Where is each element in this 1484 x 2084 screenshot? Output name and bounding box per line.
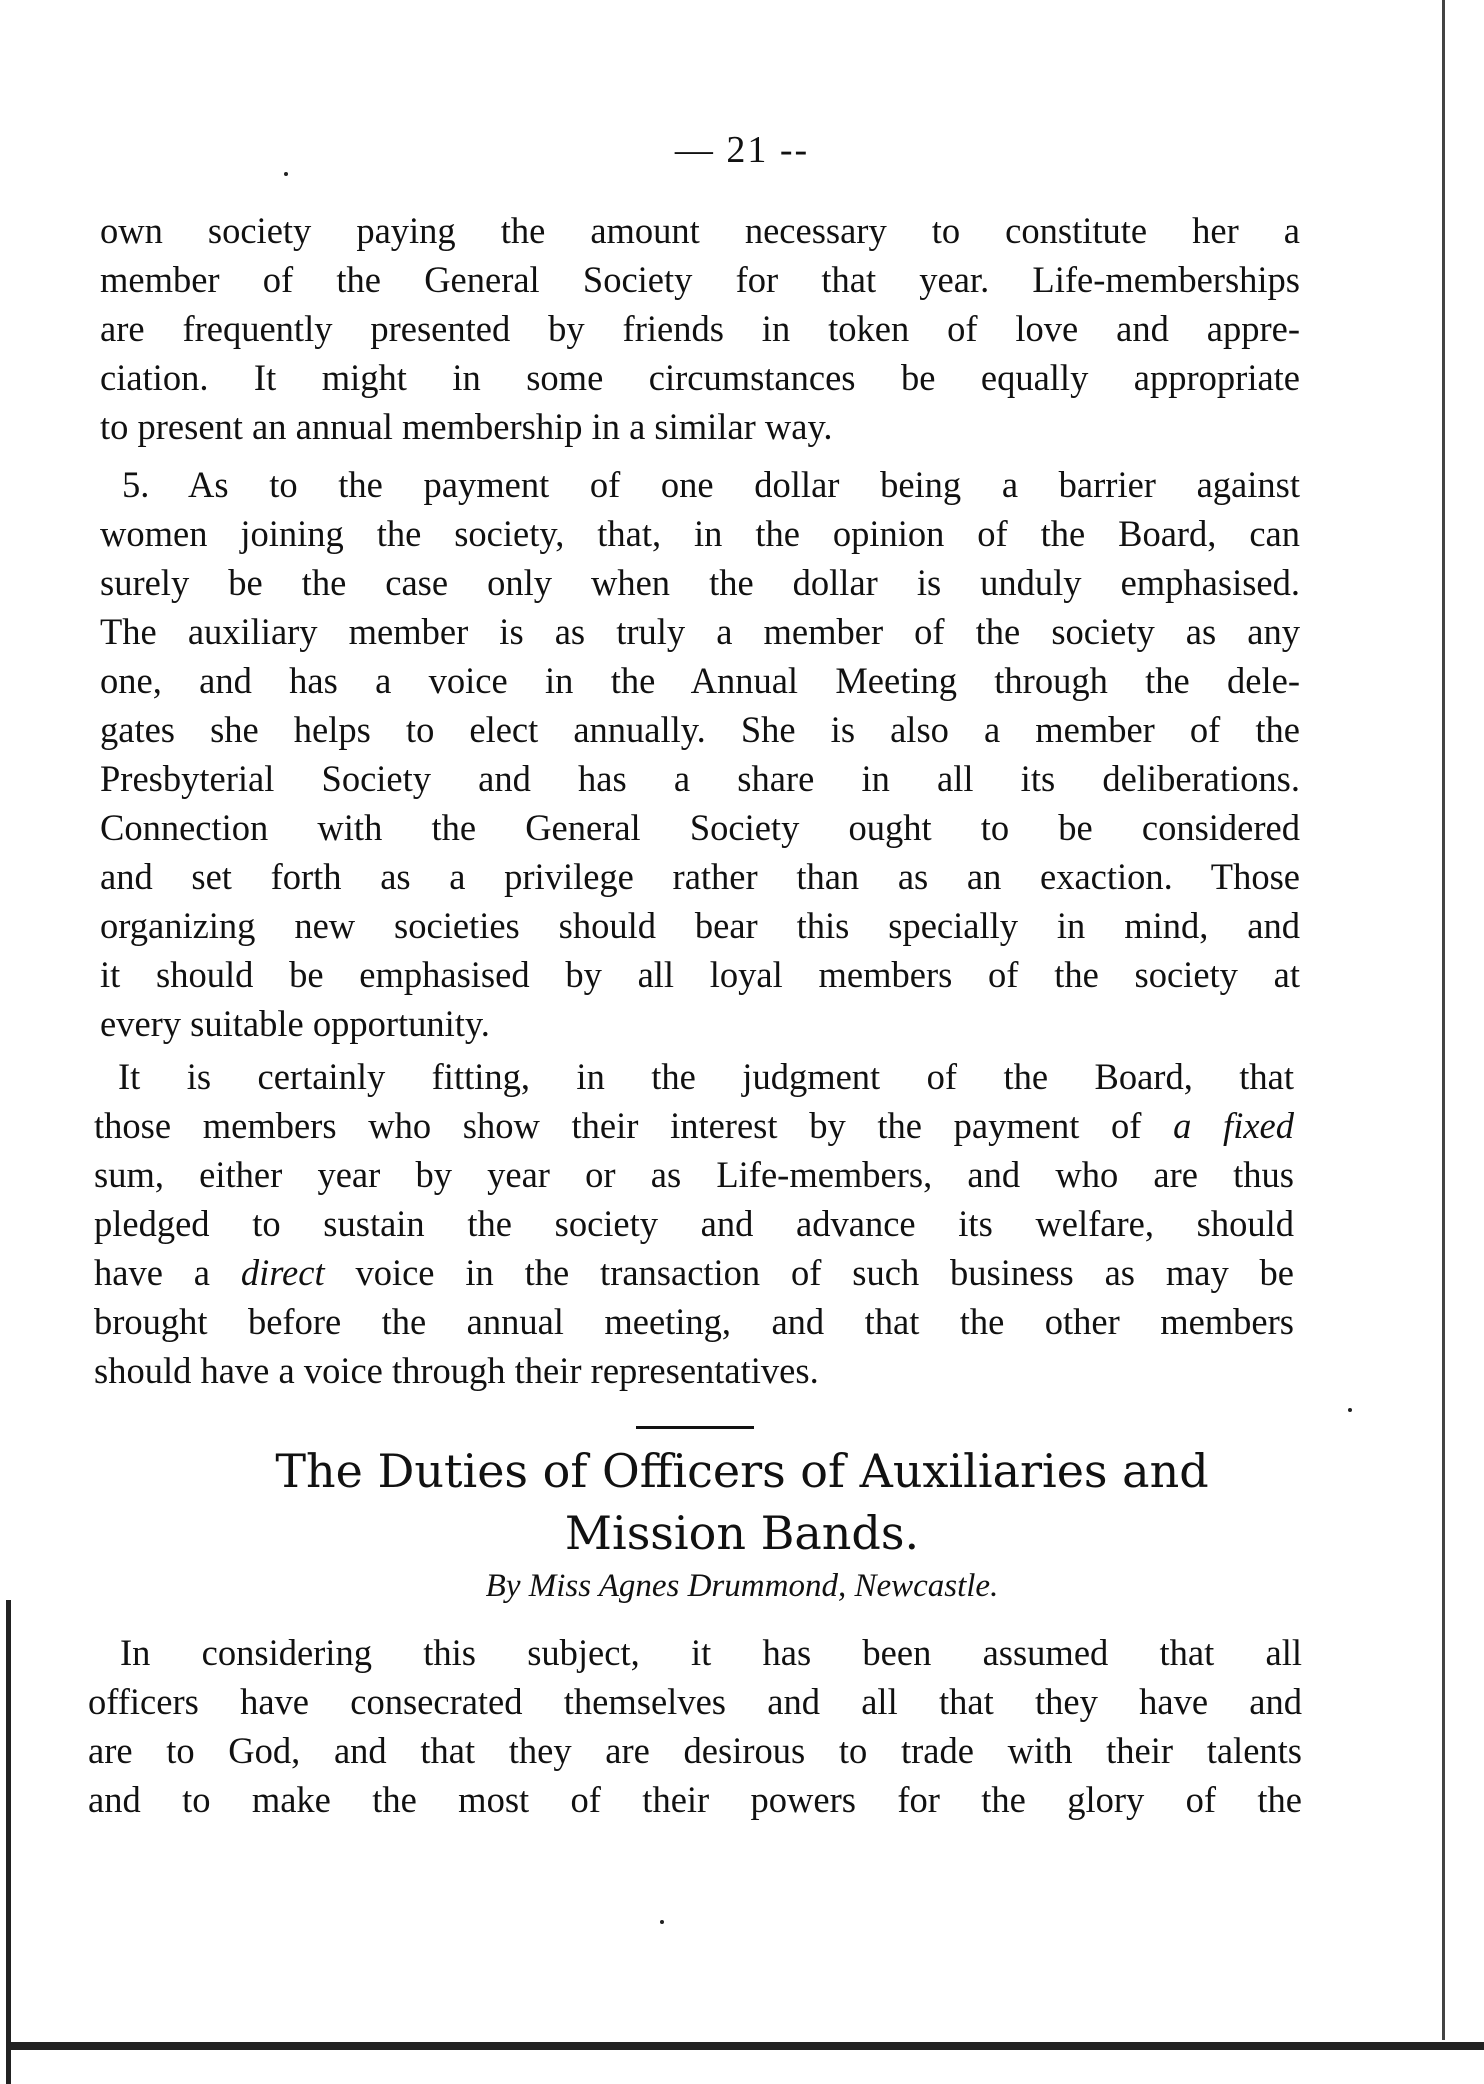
- scan-edge-right: [1442, 0, 1445, 2040]
- text-line: are frequently presented by friends in token of love and appre-: [100, 308, 1300, 349]
- text-line: to present an annual membership in a similar way.: [100, 406, 833, 447]
- section-divider: [636, 1426, 754, 1429]
- text-line: [94, 1248, 1294, 1297]
- text-line: surely be the case only when the dollar is unduly emphasised.: [100, 562, 1300, 603]
- text-line: every suitable opportunity.: [100, 1003, 490, 1044]
- scan-edge-left: [6, 1600, 11, 2084]
- section-title-line: The Duties of Officers of Auxiliaries and: [275, 1444, 1209, 1498]
- text-line: one, and has a voice in the Annual Meeting through the dele-: [100, 660, 1300, 701]
- text-line: 5. As to the payment of one dollar being a barrier against: [122, 464, 1300, 505]
- text-line: it should be emphasised by all loyal members of the society at: [100, 954, 1300, 995]
- text-line: are to God, and that they are desirous to trade with their talents: [88, 1730, 1302, 1771]
- text-line: and set forth as a privilege rather than as an exaction. Those: [100, 856, 1300, 897]
- page-number: — 21 --: [674, 129, 810, 171]
- text-line: own society paying the amount necessary to constitute her a: [100, 210, 1300, 251]
- text-line: officers have consecrated themselves and all that they have and: [88, 1681, 1302, 1722]
- text-line: organizing new societies should bear this specially in mind, and: [100, 905, 1300, 946]
- scan-speck: [660, 1920, 664, 1924]
- section-title: [0, 1440, 1484, 1564]
- paragraph-life-memberships: [100, 206, 1300, 451]
- text-segment: voice in the transaction of such business as may be: [355, 1252, 1295, 1293]
- paragraph-dollar-barrier: [100, 460, 1300, 1048]
- text-line: It is certainly fitting, in the judgment of the Board, that: [118, 1056, 1294, 1097]
- text-line: brought before the annual meeting, and that the other members: [94, 1301, 1294, 1342]
- scan-speck: [284, 172, 288, 176]
- emphasis-fixed: a fixed: [1173, 1105, 1294, 1146]
- text-line: women joining the society, that, in the opinion of the Board, can: [100, 513, 1300, 554]
- emphasis-direct: direct: [240, 1252, 325, 1293]
- paragraph-fitting-judgment: [94, 1052, 1294, 1395]
- section-title-line: Mission Bands.: [564, 1506, 920, 1560]
- scan-speck: [1348, 1408, 1352, 1412]
- text-line: sum, either year by year or as Life-members, and who are thus: [94, 1154, 1294, 1195]
- text-line: In considering this subject, it has been assumed that all: [120, 1632, 1302, 1673]
- text-segment: those members who show their interest by the payment of: [94, 1105, 1142, 1146]
- text-line: Connection with the General Society ought to be considered: [100, 807, 1300, 848]
- paragraph-considering-subject: [88, 1628, 1302, 1824]
- text-line: member of the General Society for that year. Life-memberships: [100, 259, 1300, 300]
- text-line: and to make the most of their powers for the glory of the: [88, 1779, 1302, 1820]
- text-line: pledged to sustain the society and advance its welfare, should: [94, 1203, 1294, 1244]
- text-line: Presbyterial Society and has a share in all its deliberations.: [100, 758, 1300, 799]
- text-line: [94, 1101, 1294, 1150]
- author-byline: By Miss Agnes Drummond, Newcastle.: [485, 1568, 999, 1604]
- text-segment: have a: [94, 1252, 210, 1293]
- text-line: gates she helps to elect annually. She is also a member of the: [100, 709, 1300, 750]
- text-line: ciation. It might in some circumstances be equally appropriate: [100, 357, 1300, 398]
- scan-edge-bottom: [6, 2042, 1484, 2050]
- text-line: should have a voice through their representatives.: [94, 1350, 819, 1391]
- text-line: The auxiliary member is as truly a member of the society as any: [100, 611, 1300, 652]
